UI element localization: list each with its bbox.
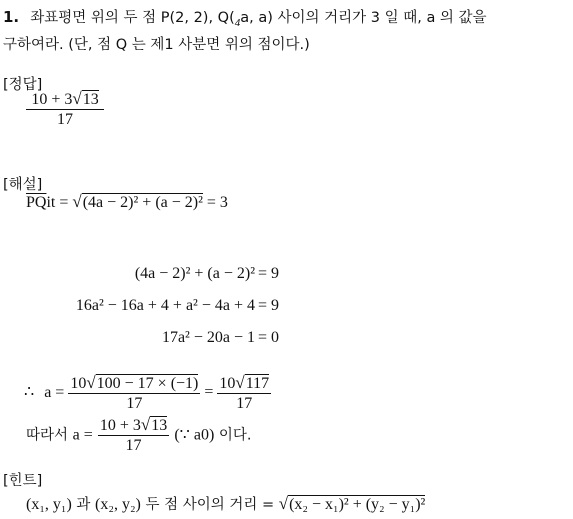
equation-2-rhs: = 9: [258, 297, 280, 314]
pq-label: $\overline{PQ}$: [26, 194, 47, 211]
sqrt-icon: √: [86, 373, 96, 392]
sqrt-icon: √: [140, 415, 151, 434]
sqrt-icon: √: [278, 494, 289, 513]
solution-fraction-1: [68, 373, 200, 413]
sol-num-root: 100 − 17 × (−1): [96, 375, 199, 392]
explanation-heading: [해설]: [3, 177, 43, 193]
problem-text-1a: 좌표평면 위의 두 점 P(2, 2), Q(: [30, 10, 235, 26]
final-line: [26, 415, 252, 455]
therefore-icon: ∴: [24, 383, 35, 401]
pq-equals: =: [59, 194, 73, 211]
final-condition: (∵ a0): [174, 426, 215, 444]
equation-3-rhs: = 0: [258, 329, 280, 346]
sol-den: 17: [126, 395, 143, 412]
hint-mid-1: 과: [71, 497, 96, 513]
final-den: 17: [125, 437, 142, 454]
sol2-num-root: 117: [245, 375, 270, 392]
final-fraction: [98, 415, 169, 455]
problem-text-1b: a, a) 사이의 거리가 3 일 때, a 의 값을: [240, 10, 487, 26]
answer-numerator-root: 13: [82, 91, 99, 108]
solution-equals: =: [204, 383, 214, 401]
answer-heading: [정답]: [3, 77, 43, 93]
solution-fraction-2: [217, 373, 271, 413]
pq-distance-line: [26, 192, 228, 212]
problem-line-2: 구하여라. (단, 점 Q 는 제1 사분면 위의 점이다.): [3, 37, 310, 53]
answer-denominator: 17: [57, 111, 73, 128]
hint-point-1: (x₁, y₁): [26, 496, 72, 513]
final-var: a =: [72, 426, 93, 444]
problem-line-1: [3, 6, 487, 30]
final-post: 이다.: [214, 427, 252, 444]
answer-numerator: [26, 89, 104, 110]
problem-number: 1.: [3, 8, 20, 26]
equation-2-lhs: 16a² − 16a + 4 + a² − 4a + 4: [75, 297, 255, 314]
problem-text-1-sub: 4: [234, 17, 241, 30]
hint-heading: [힌트]: [3, 473, 43, 489]
answer-numerator-text: 10 + 3: [31, 91, 73, 108]
pq-root: (4a − 2)² + (a − 2)²: [82, 194, 203, 211]
hint-point-2: (x₂, y₂): [95, 496, 141, 513]
pq-suffix: it: [46, 194, 56, 211]
sqrt-icon: √: [72, 192, 82, 211]
sqrt-icon: √: [235, 373, 245, 392]
sol2-den: 17: [236, 395, 253, 412]
pq-rhs: = 3: [202, 194, 228, 211]
equation-1-rhs: = 9: [258, 265, 280, 282]
final-num-a: 10 + 3: [99, 417, 141, 434]
equation-1-lhs: (4a − 2)² + (a − 2)²: [134, 265, 255, 282]
hint-root: (x₂ − x₁)² + (y₂ − y₁)²: [289, 496, 426, 513]
sqrt-icon: √: [72, 89, 82, 108]
solution-lhs: a =: [44, 383, 65, 401]
solution-line: [24, 373, 271, 413]
hint-mid-2: 두 점 사이의 거리 =: [140, 497, 279, 513]
equation-3-lhs: 17a² − 20a − 1: [161, 329, 255, 346]
sol-num-a: 10: [70, 375, 87, 392]
hint-line: [26, 493, 425, 514]
final-num-root: 13: [151, 417, 168, 434]
answer-fraction: [26, 89, 104, 129]
final-pre: 따라서: [26, 427, 73, 444]
sol2-num-a: 10: [219, 375, 236, 392]
